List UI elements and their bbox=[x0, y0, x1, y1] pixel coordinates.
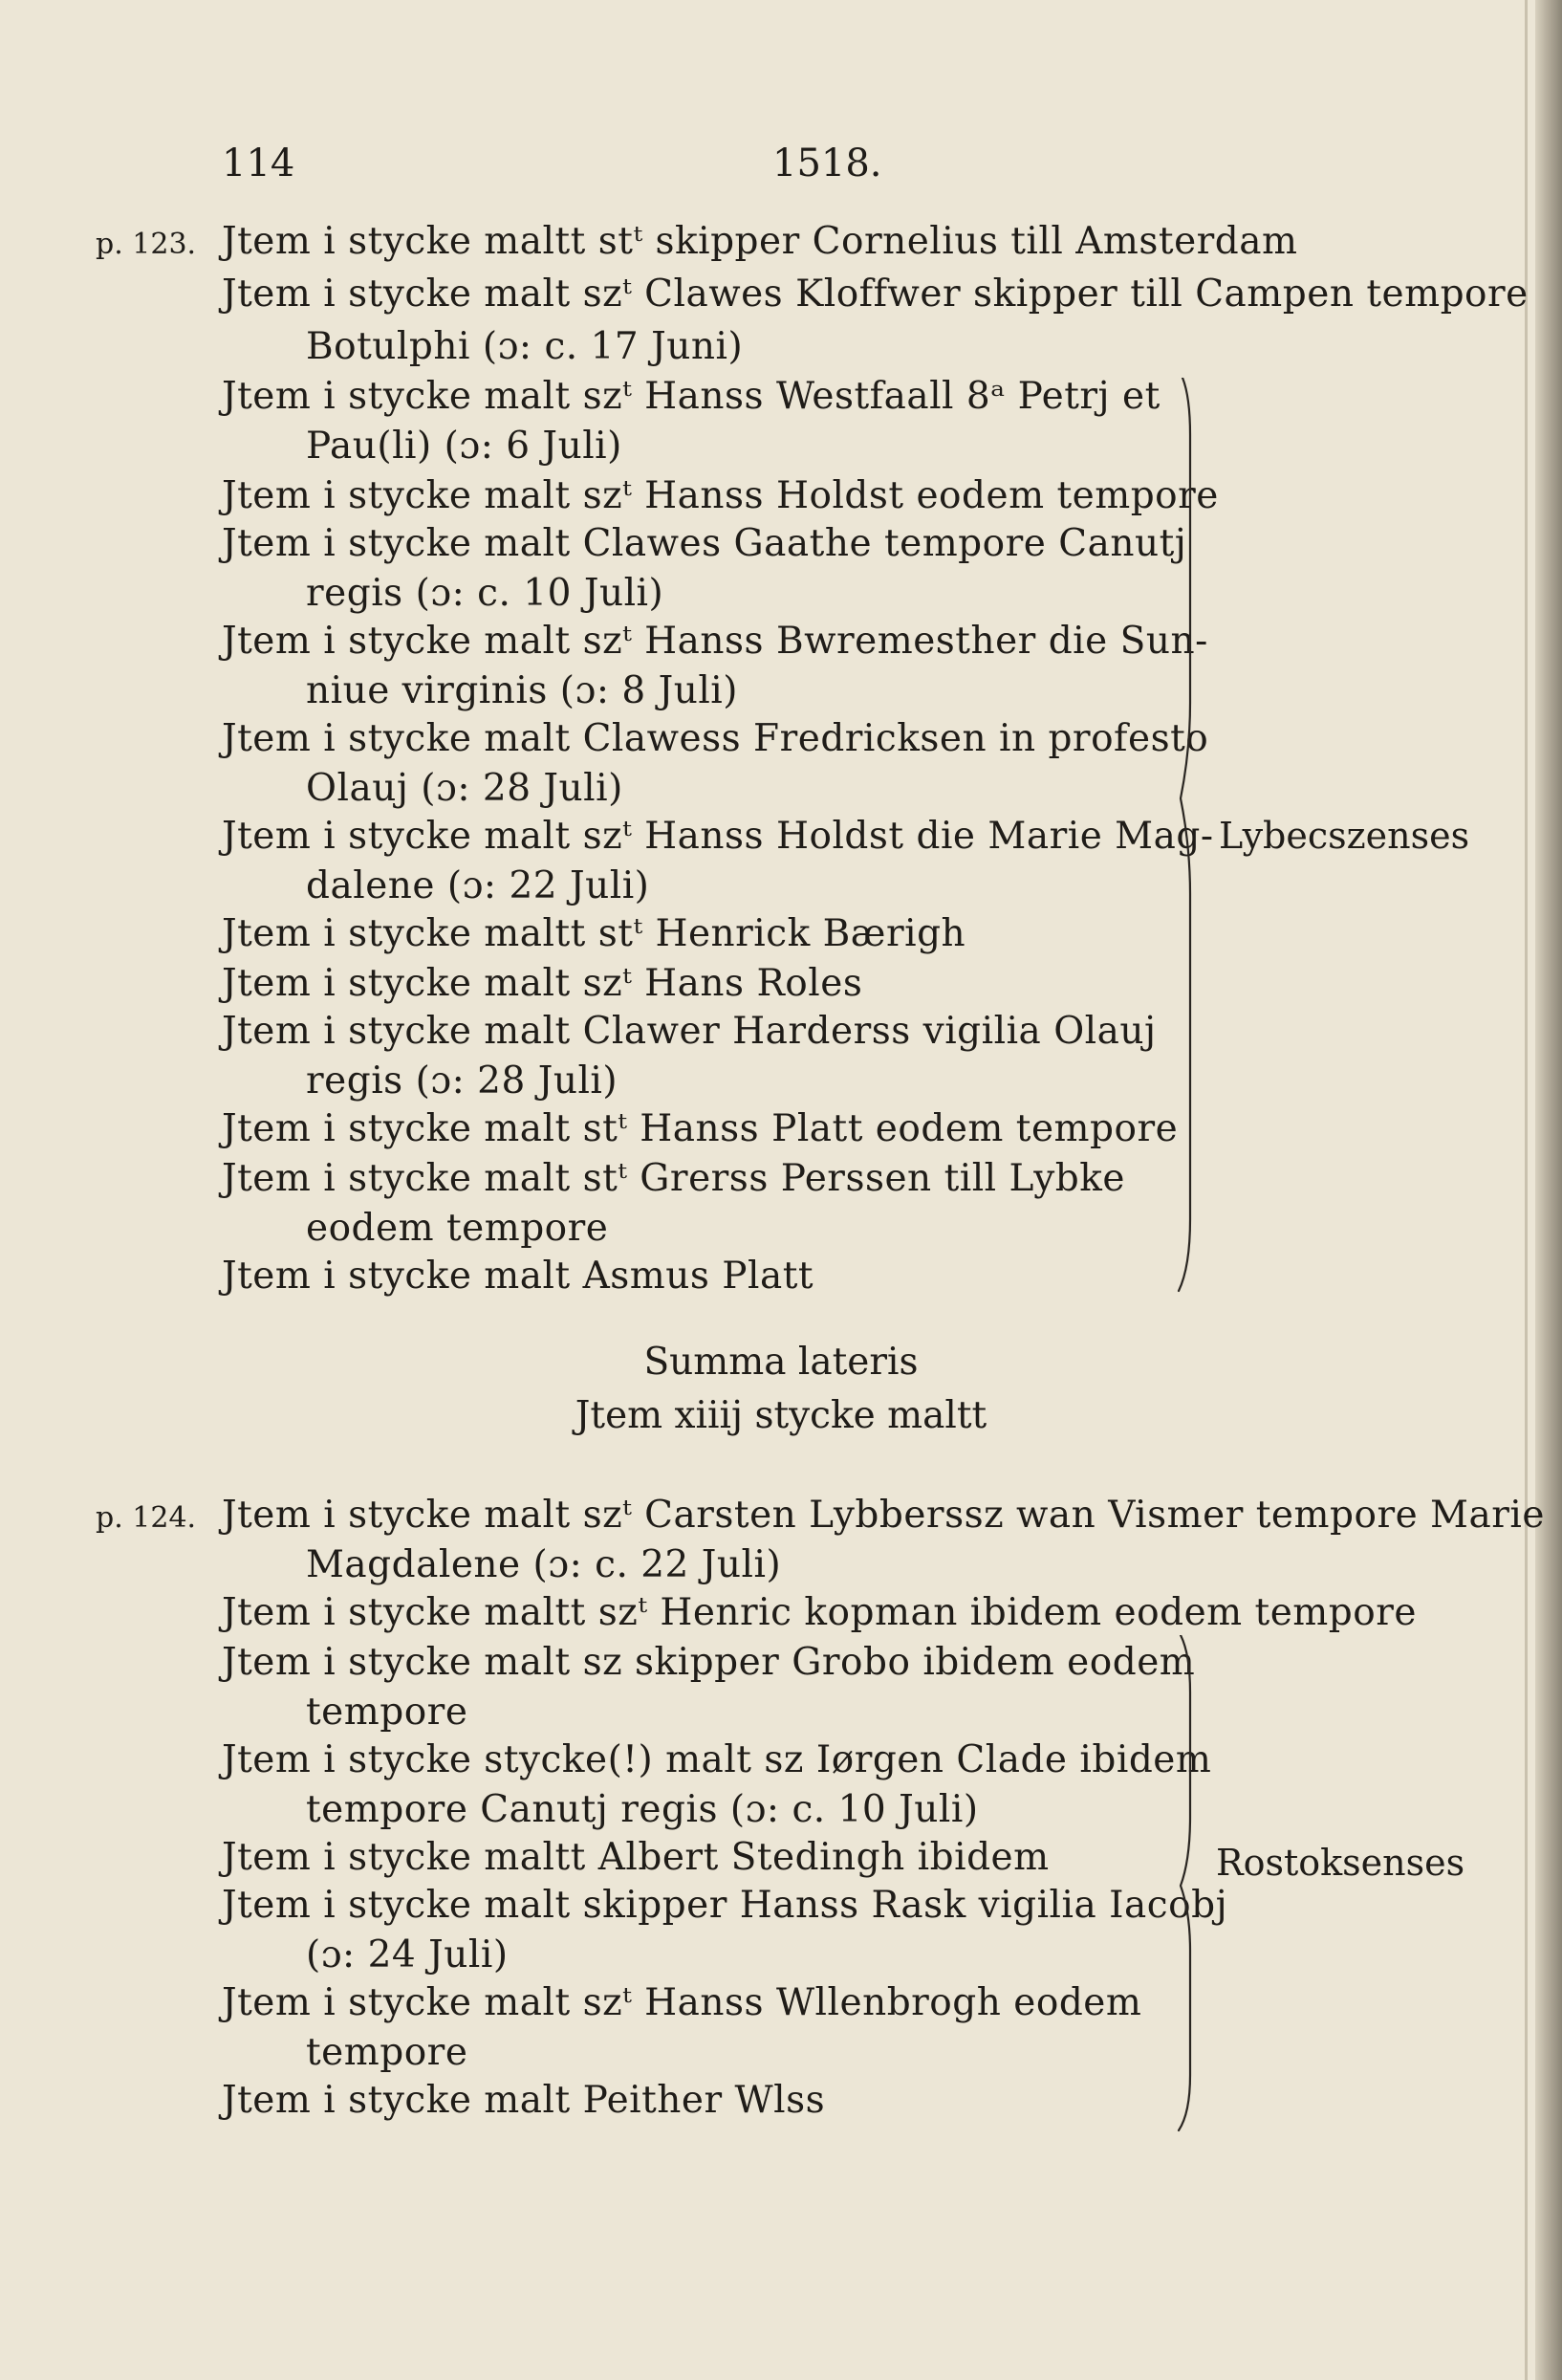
entry-line: Jtem i stycke malt szᵗ Hanss Wllenbrogh eodem bbox=[222, 1981, 1142, 2024]
entry-line: Jtem i stycke malt szᵗ Clawes Kloffwer skipper till Campen tempore bbox=[222, 273, 1529, 316]
entry-line: Jtem i stycke malt stᵗ Grerss Perssen till Lybke bbox=[222, 1157, 1125, 1200]
entry-line: Jtem i stycke malt szᵗ Hanss Bwremesther die Sun- bbox=[222, 620, 1208, 663]
entry-line: Jtem i stycke maltt stᵗ skipper Cornelius till Amsterdam bbox=[222, 220, 1298, 263]
entry-line: eodem tempore bbox=[306, 1207, 609, 1250]
page-year: 1518. bbox=[772, 142, 882, 186]
entry-line: Jtem i stycke malt Clawer Harderss vigilia Olauj bbox=[222, 1010, 1157, 1053]
page-edge bbox=[1535, 0, 1562, 2380]
entry-line: Botulphi (ɔ: c. 17 Juni) bbox=[306, 325, 744, 368]
entry-line: Jtem i stycke stycke(!) malt sz Iørgen Clade ibidem bbox=[222, 1738, 1212, 1781]
entry-line: Jtem i stycke malt Asmus Platt bbox=[222, 1255, 814, 1298]
entry-line: Jtem i stycke malt Clawes Gaathe tempore Canutj bbox=[222, 522, 1187, 565]
entry-line: Jtem i stycke malt szᵗ Hanss Holdst die Marie Mag- bbox=[222, 815, 1214, 858]
entry-line: Jtem i stycke malt stᵗ Hanss Platt eodem tempore bbox=[222, 1107, 1179, 1150]
entry-line: (ɔ: 24 Juli) bbox=[306, 1933, 509, 1976]
entry-line: regis (ɔ: 28 Juli) bbox=[306, 1059, 618, 1103]
entry-line: dalene (ɔ: 22 Juli) bbox=[306, 864, 650, 907]
entry-line: Jtem i stycke maltt stᵗ Henrick Bærigh bbox=[222, 912, 966, 955]
entry-line: Jtem i stycke malt szᵗ Carsten Lybberssz wan Vismer tempore Marie bbox=[222, 1494, 1545, 1537]
entry-line: Olauj (ɔ: 28 Juli) bbox=[306, 767, 623, 810]
entry-line: regis (ɔ: c. 10 Juli) bbox=[306, 572, 664, 615]
summa-lateris: Summa lateris bbox=[643, 1341, 919, 1384]
entry-line: Magdalene (ɔ: c. 22 Juli) bbox=[306, 1543, 782, 1586]
entry-line: Jtem i stycke malt skipper Hanss Rask vigilia Iacobj bbox=[222, 1884, 1228, 1927]
entry-line: tempore Canutj regis (ɔ: c. 10 Juli) bbox=[306, 1788, 979, 1831]
page-edge-line bbox=[1525, 0, 1528, 2380]
entry-line: Jtem i stycke malt szᵗ Hanss Holdst eodem tempore bbox=[222, 474, 1219, 517]
page-number: 114 bbox=[222, 142, 295, 186]
entry-line: Jtem i stycke malt szᵗ Hanss Westfaall 8ᵃ Petrj et bbox=[222, 375, 1161, 418]
entry-line: niue virginis (ɔ: 8 Juli) bbox=[306, 669, 738, 712]
summa-total: Jtem xiiij stycke maltt bbox=[575, 1394, 987, 1437]
section1-group-label: Lybecszenses bbox=[1219, 815, 1470, 857]
entry-line: Pau(li) (ɔ: 6 Juli) bbox=[306, 425, 622, 468]
section1-bracket bbox=[1161, 378, 1219, 1296]
entry-line: Jtem i stycke malt sz skipper Grobo ibidem eodem bbox=[222, 1641, 1196, 1684]
section2-group-label: Rostoksenses bbox=[1216, 1842, 1465, 1884]
section1-page-reference: p. 123. bbox=[96, 228, 197, 261]
entry-line: Jtem i stycke malt szᵗ Hans Roles bbox=[222, 962, 863, 1005]
entry-line: Jtem i stycke maltt szᵗ Henric kopman ibidem eodem tempore bbox=[222, 1591, 1417, 1634]
page-header bbox=[0, 142, 1562, 189]
entry-line: Jtem i stycke maltt Albert Stedingh ibidem bbox=[222, 1836, 1050, 1879]
section2-page-reference: p. 124. bbox=[96, 1501, 197, 1535]
entry-line: Jtem i stycke malt Clawess Fredricksen in profesto bbox=[222, 717, 1209, 760]
entry-line: tempore bbox=[306, 2031, 468, 2074]
section2-bracket bbox=[1161, 1635, 1219, 2132]
entry-line: Jtem i stycke malt Peither Wlss bbox=[222, 2079, 826, 2122]
entry-line: tempore bbox=[306, 1691, 468, 1734]
